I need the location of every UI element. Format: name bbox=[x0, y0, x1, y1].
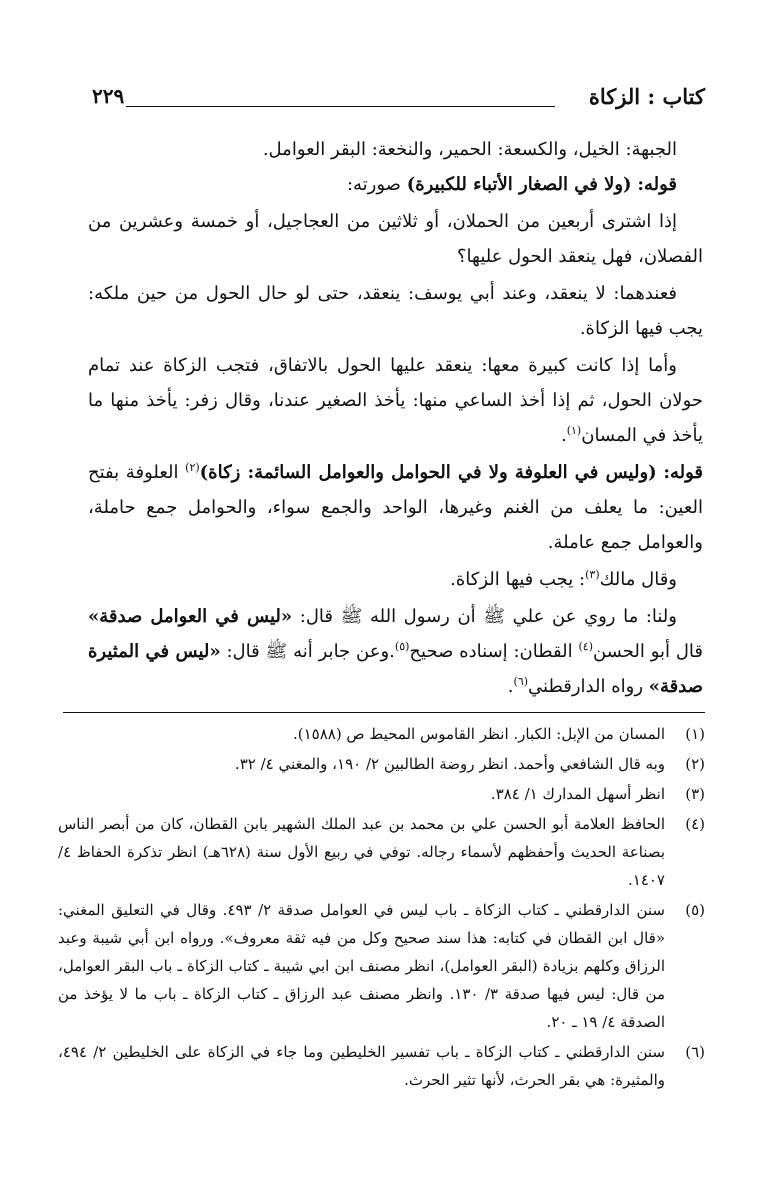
main-text bbox=[88, 132, 703, 704]
paragraph-5 bbox=[88, 348, 703, 453]
footnote bbox=[58, 1038, 705, 1094]
paragraph-6 bbox=[88, 455, 703, 560]
paragraph-8 bbox=[88, 599, 703, 704]
footnote-text: سنن الدارقطني ـ كتاب الزكاة ـ باب ليس في العوامل صدقة ٢/ ٤٩٣. وقال في التعليق المغني: «قال ابن القطان في كتابه: هذا سند صحيح وكل من فيه ثقة معروف». ورواه ابن أبي شيبة وعبد الرزاق وكلهم بزيادة (البقر العوامل)، انظر مصنف ابن ابي شيبة ـ كتاب الزكاة ـ باب البقر العوامل، من قال: ليس فيها صدقة ٣/ ١٣٠. وانظر مصنف عبد الرزاق ـ كتاب الزكاة ـ باب ما لا يؤخذ من الصدقة ٤/ ١٩ ـ ٢٠. bbox=[58, 901, 665, 1031]
paragraph-7-a: وقال مالك bbox=[599, 569, 677, 590]
footnote bbox=[58, 720, 705, 748]
footnote-number: (١) bbox=[685, 725, 705, 743]
chapter-title: كتاب : الزكاة bbox=[588, 84, 705, 109]
footnote-ref-3[interactable]: (٣) bbox=[585, 568, 600, 581]
footnote-ref-5[interactable]: (٥) bbox=[394, 640, 410, 653]
footnote bbox=[58, 896, 705, 1036]
paragraph-2-rest: صورته: bbox=[346, 174, 407, 195]
running-header bbox=[92, 84, 705, 116]
footnote-number: (٣) bbox=[685, 785, 705, 803]
footnote-ref-4[interactable]: (٤) bbox=[578, 640, 593, 653]
paragraph-2 bbox=[88, 167, 703, 202]
paragraph-6-rest: العلوفة بفتح العين: ما يعلف من الغنم وغيرها، الواحد والجمع سواء، والحوامل جمع حاملة، والعوامل جمع عاملة. bbox=[88, 462, 703, 553]
footnote-text: المسان من الإبل: الكبار. انظر القاموس المحيط ص (١٥٨٨). bbox=[292, 725, 665, 743]
footnote-number: (٢) bbox=[685, 755, 705, 773]
footnote bbox=[58, 750, 705, 778]
footnotes bbox=[58, 720, 705, 1096]
footnote-separator bbox=[63, 712, 705, 713]
qawluhu-label: قوله: bbox=[663, 462, 703, 483]
footnote-number: (٤) bbox=[685, 815, 705, 833]
footnote-text: سنن الدارقطني ـ كتاب الزكاة ـ باب تفسير الخليطين وما جاء في الزكاة على الخليطين ٢/ ٤٩٤، والمثيرة: هي بقر الحرث، لأنها تثير الحرث. bbox=[58, 1043, 665, 1089]
paragraph-8-a: ولنا: ما روي عن علي ﷺ أن رسول الله ﷺ قال: bbox=[292, 606, 677, 627]
hadith-quote-2: «ليس في المثيرة صدقة» bbox=[88, 641, 703, 697]
footnote-ref-1[interactable]: (١) bbox=[566, 424, 582, 437]
footnote-text: وبه قال الشافعي وأحمد. انظر روضة الطالبين ٢/ ١٩٠، والمغني ٤/ ٣٢. bbox=[234, 755, 665, 773]
paragraph-7 bbox=[88, 562, 703, 597]
footnote bbox=[58, 780, 705, 808]
paragraph-8-d: .وعن جابر أنه ﷺ قال: bbox=[220, 641, 395, 662]
matn-quote: (ولا في الصغار الأتباء للكبيرة) bbox=[406, 174, 632, 195]
header-rule bbox=[126, 106, 555, 107]
paragraph-8-f: . bbox=[507, 676, 514, 697]
paragraph-1: الجبهة: الخيل، والكسعة: الحمير، والنخعة: البقر العوامل. bbox=[262, 139, 677, 160]
hadith-quote-1: «ليس في العوامل صدقة» bbox=[88, 606, 293, 627]
matn-quote: (وليس في العلوفة ولا في الحوامل والعوامل السائمة: زكاة) bbox=[199, 462, 657, 483]
footnote-text: الحافظ العلامة أبو الحسن علي بن محمد بن عبد الملك الشهير بابن القطان، كان من أبصر الناس بصناعة الحديث وأحفظهم لأسماء رجاله. توفي في ربيع الأول سنة (٦٢٨هـ) انظر تذكرة الحفاظ ٤/ ١٤٠٧. bbox=[58, 815, 665, 889]
paragraph-8-c: القطان: إسناده صحيح bbox=[409, 641, 579, 662]
footnote-ref-2[interactable]: (٢) bbox=[185, 461, 200, 474]
footnote-number: (٥) bbox=[685, 901, 705, 919]
qawluhu-label: قوله: bbox=[637, 174, 677, 195]
footnote-ref-6[interactable]: (٦) bbox=[513, 675, 529, 688]
paragraph-8-e: رواه الدارقطني bbox=[528, 676, 649, 697]
paragraph-4: فعندهما: لا ينعقد، وعند أبي يوسف: ينعقد، حتى لو حال الحول من حين ملكه: يجب فيها الزكاة. bbox=[88, 283, 703, 339]
page-number: ٢٢٩ bbox=[92, 84, 125, 108]
footnote bbox=[58, 810, 705, 894]
footnote-text: انظر أسهل المدارك ١/ ٣٨٤. bbox=[490, 785, 665, 803]
paragraph-7-b: : يجب فيها الزكاة. bbox=[450, 569, 586, 590]
paragraph-8-b: قال أبو الحسن bbox=[592, 641, 704, 662]
paragraph-5-end: . bbox=[560, 425, 567, 446]
footnote-number: (٦) bbox=[685, 1043, 705, 1061]
paragraph-5-text: وأما إذا كانت كبيرة معها: ينعقد عليها الحول بالاتفاق، فتجب الزكاة عند تمام حولان الحول، ثم إذا أخذ الساعي منها: يأخذ الصغير عندنا، وقال زفر: يأخذ منها ما يأخذ في المسان bbox=[88, 355, 703, 446]
paragraph-3: إذا اشترى أربعين من الحملان، أو ثلاثين من العجاجيل، أو خمسة وعشرين من الفصلان، فهل ينعقد الحول عليها؟ bbox=[88, 211, 703, 267]
